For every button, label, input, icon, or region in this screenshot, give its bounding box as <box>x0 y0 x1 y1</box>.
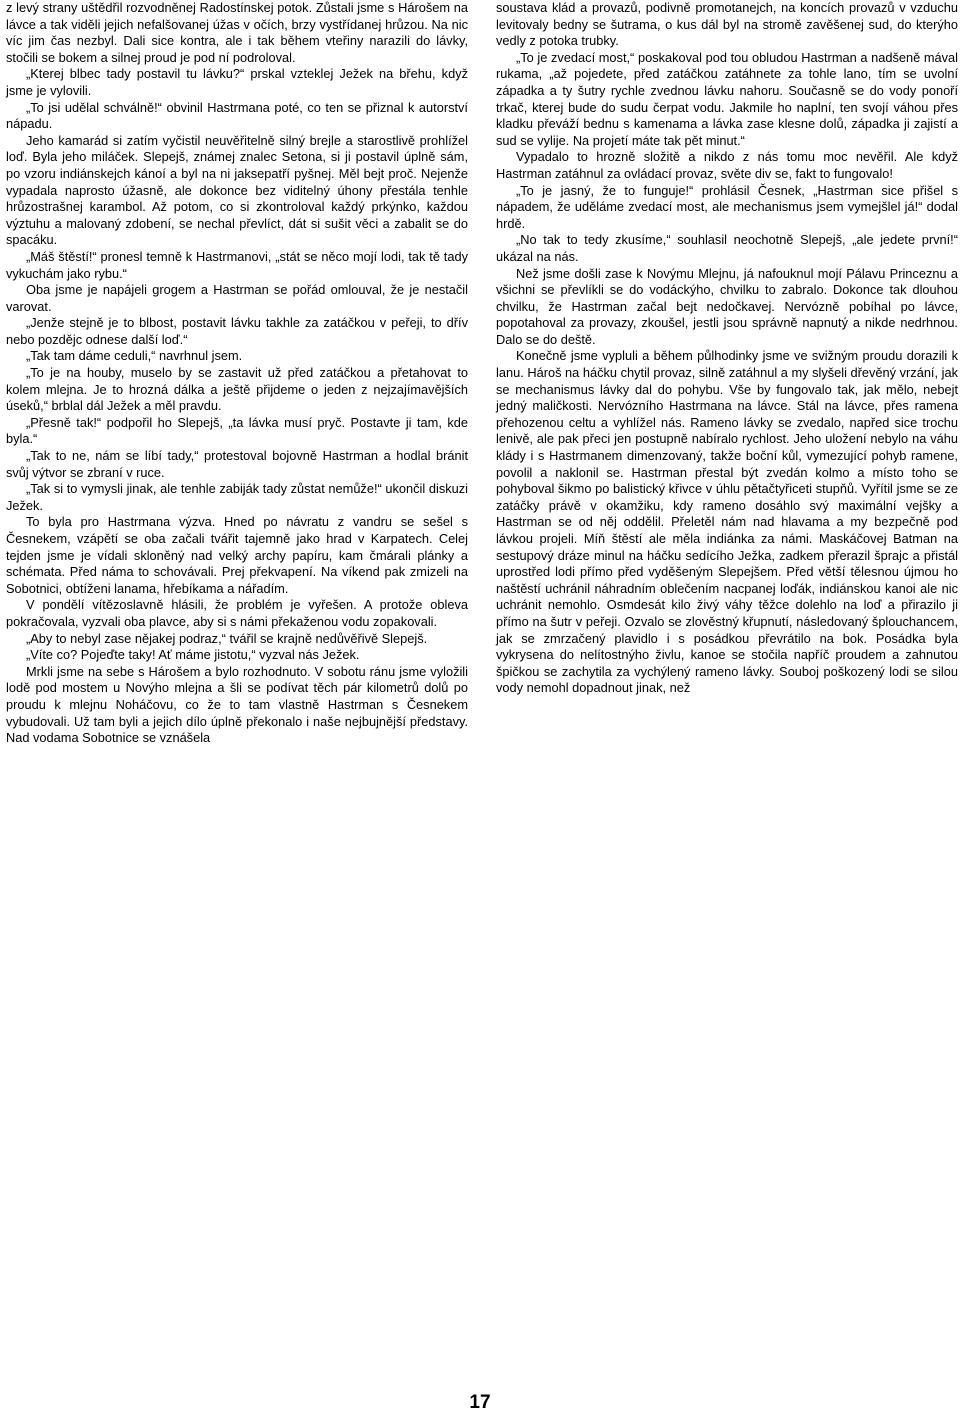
paragraph: Než jsme došli zase k Novýmu Mlejnu, já nafouknul mojí Pálavu Princeznu a všichni se převlíkli se do vodáckýho, chvilku to zabralo. Dokonce tak dlouhou chvilku, že Hastrman začal bejt nedočkavej. Nervózně pobíhal po lávce, popotahoval za provazy, zkoušel, jestli jsou správně napnutý a nikde nedrhnou. Dalo se do deště. <box>496 265 958 347</box>
paragraph: „No tak to tedy zkusíme,“ souhlasil neochotně Slepejš, „ale jedete první!“ ukázal na nás. <box>496 232 958 264</box>
paragraph: V pondělí vítězoslavně hlásili, že problém je vyřešen. A protože obleva pokračovala, vyzvali oba plavce, aby si s námi překaženou vodu zopakovali. <box>6 597 468 629</box>
paragraph: Jeho kamarád si zatím vyčistil neuvěřitelně silný brejle a starostlivě prohlížel loď. Byla jeho miláček. Slepejš, známej znalec Setona, si ji postavil úplně sám, po vzoru indiánskejch kánoí a byl na ni jaksepatří pyšnej. Měl bejt proč. Nejenže vypadala naprosto úžasně, ale dokonce bez viditelný úhony přestála tenhle hrůzostrašnej karambol. Až potom, co si zkontroloval každý prkýnko, každou výztuhu a malovaný zdobení, se nechal převlíct, dát si sušit věci a zabalit se do spacáku. <box>6 132 468 248</box>
left-column <box>6 0 468 1390</box>
paragraph: „Přesně tak!“ podpořil ho Slepejš, „ta lávka musí pryč. Postavte ji tam, kde byla.“ <box>6 414 468 447</box>
paragraph: z levý strany uštědřil rozvodněnej Radostínskej potok. Zůstali jsme s Hárošem na lávce a tak viděli jejich nefalšovanej úžas v očích, brzy vystřídanej hrůzou. Na nic víc jim čas nezbyl. Dali sice kontra, ale i tak během vteřiny narazili do lávky, stočili se bokem a silnej proud je pod ní podroloval. <box>6 0 468 65</box>
paragraph: „To je na houby, muselo by se zastavit už před zatáčkou a přetahovat to kolem mlejna. Je to hrozná dálka a ještě přijdeme o jeden z nejzajímavějších úseků,“ brblal dál Ježek a měl pravdu. <box>6 365 468 414</box>
paragraph: „Aby to nebyl zase nějakej podraz,“ tvářil se krajně nedůvěřivě Slepejš. <box>26 630 428 646</box>
paragraph: „To je jasný, že to funguje!“ prohlásil Česnek, „Hastrman sice přišel s nápadem, že uděláme zvedací most, ale mechanismus jsem vymejšlel já!“ dodal hrdě. <box>496 182 958 231</box>
paragraph: „Tak si to vymysli jinak, ale tenhle zabiják tady zůstat nemůže!“ ukončil diskuzi Ježek. <box>6 481 468 513</box>
right-column <box>496 0 958 1390</box>
paragraph: „Jenže stejně je to blbost, postavit lávku takhle za zatáčkou v peřeji, to dřív nebo pozdějc odnese další loď.“ <box>6 315 468 347</box>
paragraph: „To je zvedací most,“ poskakoval pod tou obludou Hastrman a nadšeně mával rukama, „až pojedete, před zatáčkou zatáhnete za tohle lano, tím se uvolní západka a ty šutry rychle zvednou lávku nahoru. Současně se do vody ponoří trkač, kterej bude do sudu čerpat vodu. Jakmile ho naplní, ten svojí váhou přes kladku převáží bednu s kamenama a lávka zase klesne dolů, západka ji zajistí a sud se vylije. Na projetí máte tak pět minut.“ <box>496 49 958 148</box>
paragraph: „Tak to ne, nám se líbí tady,“ protestoval bojovně Hastrman a hodlal bránit svůj výtvor se zbraní v ruce. <box>6 448 468 480</box>
paragraph: „Víte co? Pojeďte taky! Ať máme jistotu,“ vyzval nás Ježek. <box>26 647 360 663</box>
paragraph: Konečně jsme vypluli a během půlhodinky jsme ve svižným proudu dorazili k lanu. Hároš na háčku chytil provaz, silně zatáhnul a my slyšeli dřevěný vrzání, jak se mechanismus lávky dal do pohybu. Vše by fungovalo tak, jak mělo, nebejt jedný maličkosti. Nervózního Hastrmana na lávce. Stál na lávce, přes ramena přehozenou celtu a vyhlížel nás. Rameno lávky se zvedalo, napřed sice trochu lenivě, ale pak přeci jen postupně nabíralo rychlost. Jeho uložení nebylo na váhu klády i s Hastrmanem dimenzovaný, takže boční kůl, vymezující pohyb ramene, povolil a naklonil se. Hastrman přestal být zvedán kolmo a místo toho se pohyboval šikmo po balistický křivce v úhlu pětačtyřiceti stupňů. Vyřítil jsme se ze zatáčky právě v okamžiku, kdy rameno dosáhlo svý maximální vejšky a Hastrman se od něj oddělil. Přeletěl nám nad hlavama a my bezpečně pod lávkou projeli. Míň štěstí ale měla indiánka za námi. Maskáčovej Batman na sestupový dráze minul na háčku sedícího Ježka, zadkem přerazil šprajc a přistál uprostřed lodi přímo před vyděšeným Slepejšem. Před větší tělesnou újmou ho naštěstí uchránil náhradním oblečením nacpanej loďák, indiánskou kanoi ale nic uchránit nemohlo. Osmdesát kilo živý váhy těžce dolehlo na loď a přirazilo ji přímo na šutr v peřeji. Ozvalo se zlověstný křupnutí, následovaný šplouchancem, jak se zmrzačený plavidlo i s posádkou převrátilo na bok. Posádka byla vykrysena do nelítostnýho živlu, kanoe se stočila napříč proudem a zahnutou špičkou se zachytila za vychýlený rameno lávky. Souboj poškozený lodi se silou vody nemohl dopadnout jinak, než <box>496 348 958 696</box>
paragraph: „Máš štěstí!“ pronesl temně k Hastrmanovi, „stát se něco mojí lodi, tak tě tady vykuchám jako rybu.“ <box>6 248 468 281</box>
paragraph: Vypadalo to hrozně složitě a nikdo z nás tomu moc nevěřil. Ale když Hastrman zatáhnul za ovládací provaz, světe div se, fakt to fungovalo! <box>496 149 958 181</box>
paragraph: soustava klád a provazů, podivně promotanejch, na koncích provazů v vzduchu levitovaly bedny se šutrama, o kus dál byl na stromě zavěšenej sud, do kterýho vedly z potoka trubky. <box>496 0 958 49</box>
page <box>6 0 958 1390</box>
paragraph: „Tak tam dáme ceduli,“ navrhnul jsem. <box>26 348 243 364</box>
paragraph: To byla pro Hastrmana výzva. Hned po návratu z vandru se sešel s Česnekem, vzápětí se oba začali tvářit tajemně jako hrad v Karpatech. Celej tejden jsme je vídali skloněný nad velký archy papíru, kam čmárali plánky a schémata. Před náma to schovávali. Prej překvapení. Na víkend pak zmizeli na Sobotnici, obtíženi lanama, hřebíkama a nářadím. <box>6 514 468 596</box>
paragraph: Mrkli jsme na sebe s Hárošem a bylo rozhodnuto. V sobotu ránu jsme vyložili lodě pod mostem u Novýho mlejna a šli se podívat těch pár kilometrů dolů po proudu k mlejnu Noháčovu, co že to tam vlastně Hastrman s Česnekem vybudovali. Už tam byli a jejich dílo úplně překonalo i naše nejbujnější představy. Nad vodama Sobotnice se vznášela <box>6 663 468 746</box>
paragraph: „Kterej blbec tady postavil tu lávku?“ prskal vzteklej Ježek na břehu, když jsme je vylovili. <box>6 66 468 98</box>
page-number: 17 <box>469 1392 491 1413</box>
paragraph: Oba jsme je napájeli grogem a Hastrman se pořád omlouval, že je nestačil varovat. <box>6 282 468 314</box>
paragraph: „To jsi udělal schválně!“ obvinil Hastrmana poté, co ten se přiznal k autorství nápadu. <box>6 99 468 132</box>
